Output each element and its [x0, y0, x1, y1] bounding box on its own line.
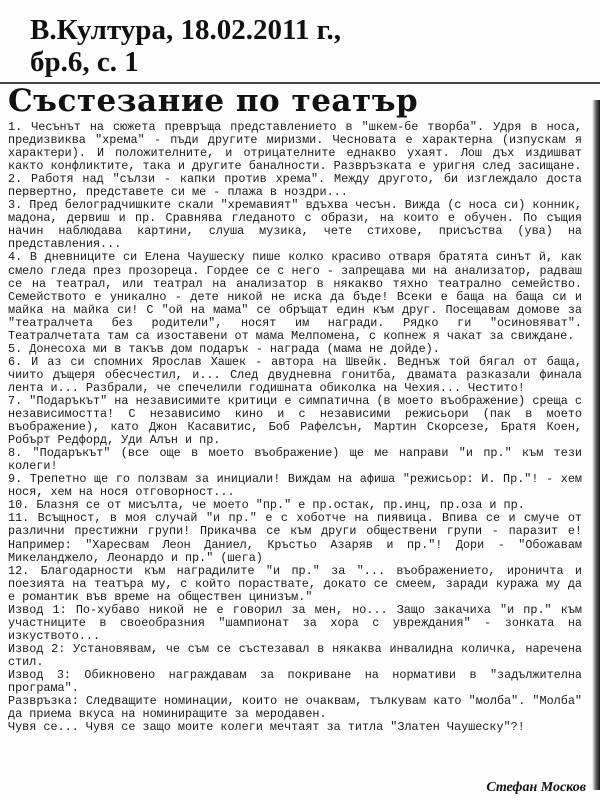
denouement: Развръзка: Следващите номинации, които не очаквам, тълкувам като "молба". "Молба" да приема вкуса на номиниращите за меродавен. [8, 694, 582, 722]
article-headline: Състезание по театър [8, 83, 419, 119]
paragraph-4: 4. В дневниците си Елена Чаушеску пише колко красиво отваря братята синът й, как смело гледа през прозореца. Гордее се с него - запрещава ми на анализатор, радваш се на театрал, или театрал на анализатор в някакво тяхно театрално семейство. Семейството е уникално - дете никой не иска да бъде! Всеки е баща на баща си и майка на майка си! С "ой на мама" се обръщат един към друг. Посещавам домове за "театралчета без родители", носят им награди. Рядко ги "осиновяват". Театралчетата там са изоставени от мама Мелпомена, с копнеж я чакат за свиждане. [8, 250, 582, 343]
author-signature: Стефан Москов [486, 780, 586, 795]
paragraph-2: 2. Работя над "сълзи - капки против хрема". Между другото, би изглеждало доста первертно, представете си ме - плажа в ноздри... [8, 172, 582, 200]
source-line-1: В.Култура, 18.02.2011 г., [30, 14, 341, 46]
paragraph-5: 5. Донесоха ми в такъв дом подарък - награда (мама не дойде). [8, 341, 440, 356]
paragraph-3: 3. Пред белоградчишките скали "хремавият" вдъхва чесън. Вижда (с носа си) конник, мадона, дервиш и пр. Сравнява гледаното с образи, на които е обучен. По същия начин наблюдава картини, слуша музика, чете стихове, присъства (ува) на представления... [8, 198, 582, 252]
paragraph-8: 8. "Подаръкът" (все още в моето въображение) ще ме направи "и пр." към тези колеги! [8, 446, 582, 474]
paragraph-11: 11. Всъщност, в моя случай "и пр." е с хоботче на пиявица. Впива се и смуче от различни престижни групи! Прикачва се към други обществени групи - паразит е! Например: "Харесвам Леон Даниел, Кръстьо Азаряв и пр."! Дори - "Обожавам Микеланджело, Леонардо и пр." (шега) [8, 511, 582, 565]
paragraph-10: 10. Блазня се от мисълта, че моето "пр." е пр.остак, пр.инц, пр.оза и пр. [8, 498, 525, 513]
paragraph-6: 6. И аз си спомних Ярослав Хашек - автора на Швейк. Веднъж той бягал от баща, чиито дъщеря обесчестил, и... След двудневна гонитба, двамата разказали финала лента и... Разбрали, че спечелили годишната обиколка на Чехия... Честито! [8, 354, 582, 395]
article-body [8, 121, 582, 734]
paragraph-1: 1. Чесънът на сюжета превръща представлението в "шкем-бе творба". Удря в носа, предизвиква "хрема" - пъди другите миризми. Чесновата е характерна (изпускам я характери). И положителните, и отрицателните еднакво ухаят. Лош дъх издишват както конфликтите, така и другите баналности. Развръзката е уригня след засищане. [8, 120, 582, 174]
scan-edge-shadow [592, 100, 600, 790]
closing-line: Чувя се... Чувя се защо моите колеги мечтаят за титла "Златен Чаушеску"?! [8, 720, 525, 735]
paragraph-12: 12. Благодарности към наградилите "и пр." за "... въображението, ироничта и поезията на театъра му, с който пораствате, докато се смеем, заради куража му да е романтик във време на обществен цинизъм." [8, 563, 582, 604]
source-citation [30, 14, 590, 78]
paragraph-7: 7. "Подаръкът" на независимите критици е симпатична (в моето въображение) среща с независимостта! С независимо кино и с независими режисьори (пак в моето въображение), като Джон Касавитис, Боб Рафелсън, Мартин Скорсезе, Братя Коен, Робърт Редфорд, Уди Алън и пр. [8, 393, 582, 448]
paragraph-9: 9. Трепетно ще го ползвам за инициали! Виждам на афиша "режисьор: И. Пр."! - хем нося, хем на нося отговорност... [8, 472, 582, 500]
conclusion-2: Извод 2: Установявам, че съм се състезавал в някаква инвалидна количка, наречена стил. [8, 641, 582, 669]
conclusion-1: Извод 1: По-хубаво никой не е говорил за мен, но... Защо закачиха "и пр." към участниците в своеобразния "шампионат за хора с увреждания" - зонката на изкуството... [8, 602, 582, 643]
conclusion-3: Извод 3: Обикновено награждавам за покриване на нормативи в "задължителна програма". [8, 667, 582, 696]
source-line-2: бр.6, с. 1 [30, 46, 139, 78]
